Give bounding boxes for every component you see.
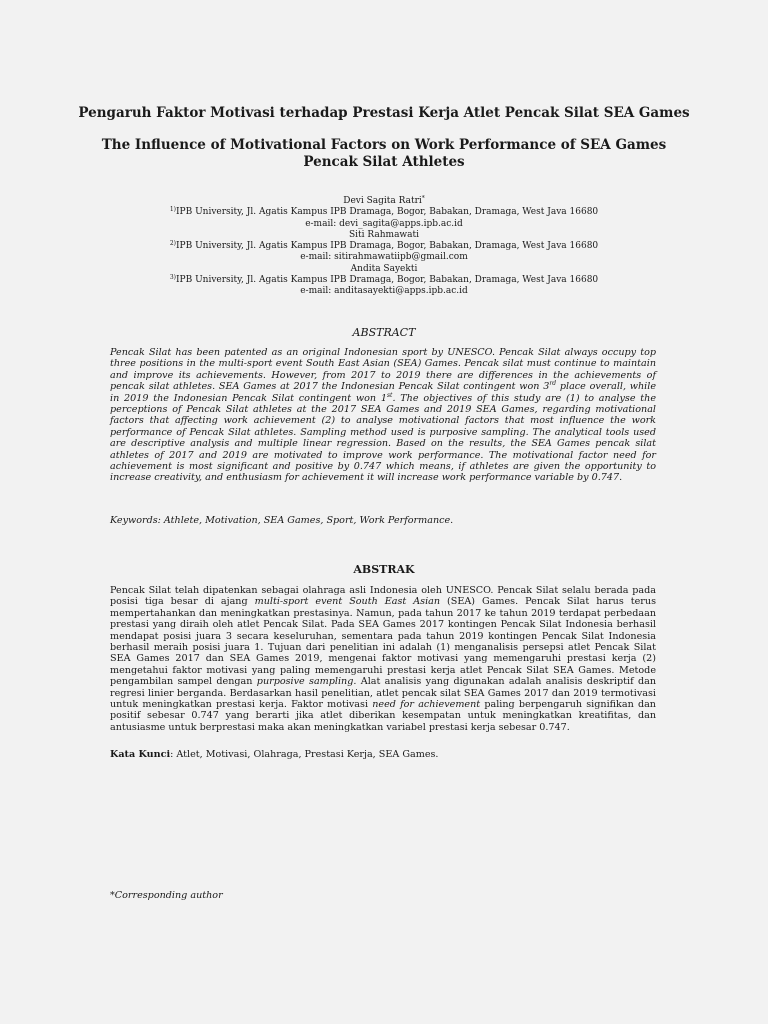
author-affiliation: $^{1)}$IPB University, Jl. Agatis Kampus IPB Dramaga, Bogor, Babakan, Dramaga, West Java 16680 [169, 206, 599, 218]
author-name: Andita Sayekti [350, 263, 418, 274]
abstract-heading: ABSTRACT [352, 326, 416, 339]
author-name: Devi Sagita Ratri* [343, 195, 425, 206]
keywords-english: Keywords: Athlete, Motivation, SEA Games, Sport, Work Performance. [110, 515, 454, 526]
title-indonesian: Pengaruh Faktor Motivasi terhadap Prestasi Kerja Atlet Pencak Silat SEA Games [78, 105, 690, 121]
author-email: e-mail: sitirahmawatiipb@gmail.com [300, 252, 468, 263]
author-name: Siti Rahmawati [348, 229, 419, 240]
abstrak-text: Pencak Silat telah dipatenkan sebagai olahraga asli Indonesia oleh UNESCO. Pencak Silat selalu berada pada posisi tiga besar di ajang multi-sport event South East Asian (SEA) Games. Pencak Silat harus terus mempertahankan dan meningkatkan prestasinya. Namun, pada tahun 2017 ke tahun 2019 terdapat perbedaan prestasi yang diraih oleh atlet Pencak Silat. Pada SEA Games 2017 kontingen Pencak Silat Indonesia berhasil mendapat posisi juara 3 secara keseluruhan, sementara pada tahun 2019 kontingen Pencak Silat Indonesia berhasil meraih posisi juara 1. Tujuan dari penelitian ini adalah (1) menganalisis persepsi atlet Pencak Silat SEA Games 2017 dan SEA Games 2019, mengenai faktor motivasi yang memengaruhi prestasi kerja (2) mengetahui faktor motivasi yang paling memengaruhi prestasi kerja atlet Pencak Silat SEA Games. Metode pengambilan sampel dengan purposive sampling. Alat analisis yang digunakan adalah analisis deskriptif dan regresi linier berganda. Berdasarkan hasil penelitian, atlet pencak silat SEA Games 2017 dan 2019 termotivasi untuk meningkatkan prestasi kerja. Faktor motivasi need for achievement paling berpengaruh signifikan dan positif sebesar 0.747 yang berarti jika atlet diberikan kesempatan untuk meningkatkan kreatifitas, dan antusiasme untuk berprestasi maka akan meningkatkan variabel prestasi kerja sebesar 0.747. [110, 585, 656, 733]
abstract-text: Pencak Silat has been patented as an original Indonesian sport by UNESCO. Pencak Silat always occupy top three positions in the multi-sport event South East Asian (SEA) Games. Pencak silat must continue to maintain and improve its achievements. However, from 2017 to 2019 there are differences in the achievements of pencak silat athletes. SEA Games at 2017 the Indonesian Pencak Silat contingent won 3rd place overall, while in 2019 the Indonesian Pencak Silat contingent won 1st. The objectives of this study are (1) to analyse the perceptions of Pencak Silat athletes at the 2017 SEA Games and 2019 SEA Games, regarding motivational factors that affecting work achievement (2) to analyse motivational factors that most influence the work performance of Pencak Silat athletes. Sampling method used is purposive sampling. The analytical tools used are descriptive analysis and multiple linear regression. Based on the results, the SEA Games pencak silat athletes of 2017 and 2019 are motivated to improve work performance. The motivational factor need for achievement is most significant and positive by 0.747 which means, if athletes are given the opportunity to increase creativity, and enthusiasm for achievement it will increase work performance variable by 0.747. [110, 347, 656, 484]
author-affiliation: $^{3)}$IPB University, Jl. Agatis Kampus IPB Dramaga, Bogor, Babakan, Dramaga, West Java 16680 [169, 274, 599, 286]
title-english: The Influence of Motivational Factors on Work Performance of SEA Games Pencak Silat Athletes [101, 137, 667, 170]
author-email: e-mail: anditasayekti@apps.ipb.ac.id [300, 286, 468, 297]
abstrak-heading: ABSTRAK [353, 563, 415, 576]
corresponding-author-footnote: *Corresponding author [110, 890, 223, 901]
author-affiliation: $^{2)}$IPB University, Jl. Agatis Kampus IPB Dramaga, Bogor, Babakan, Dramaga, West Java 16680 [169, 240, 599, 252]
author-email: e-mail: devi_sagita@apps.ipb.ac.id [305, 218, 463, 229]
author-block [100, 196, 668, 298]
keywords-indonesian: Kata Kunci: Atlet, Motivasi, Olahraga, Prestasi Kerja, SEA Games. [110, 749, 439, 760]
